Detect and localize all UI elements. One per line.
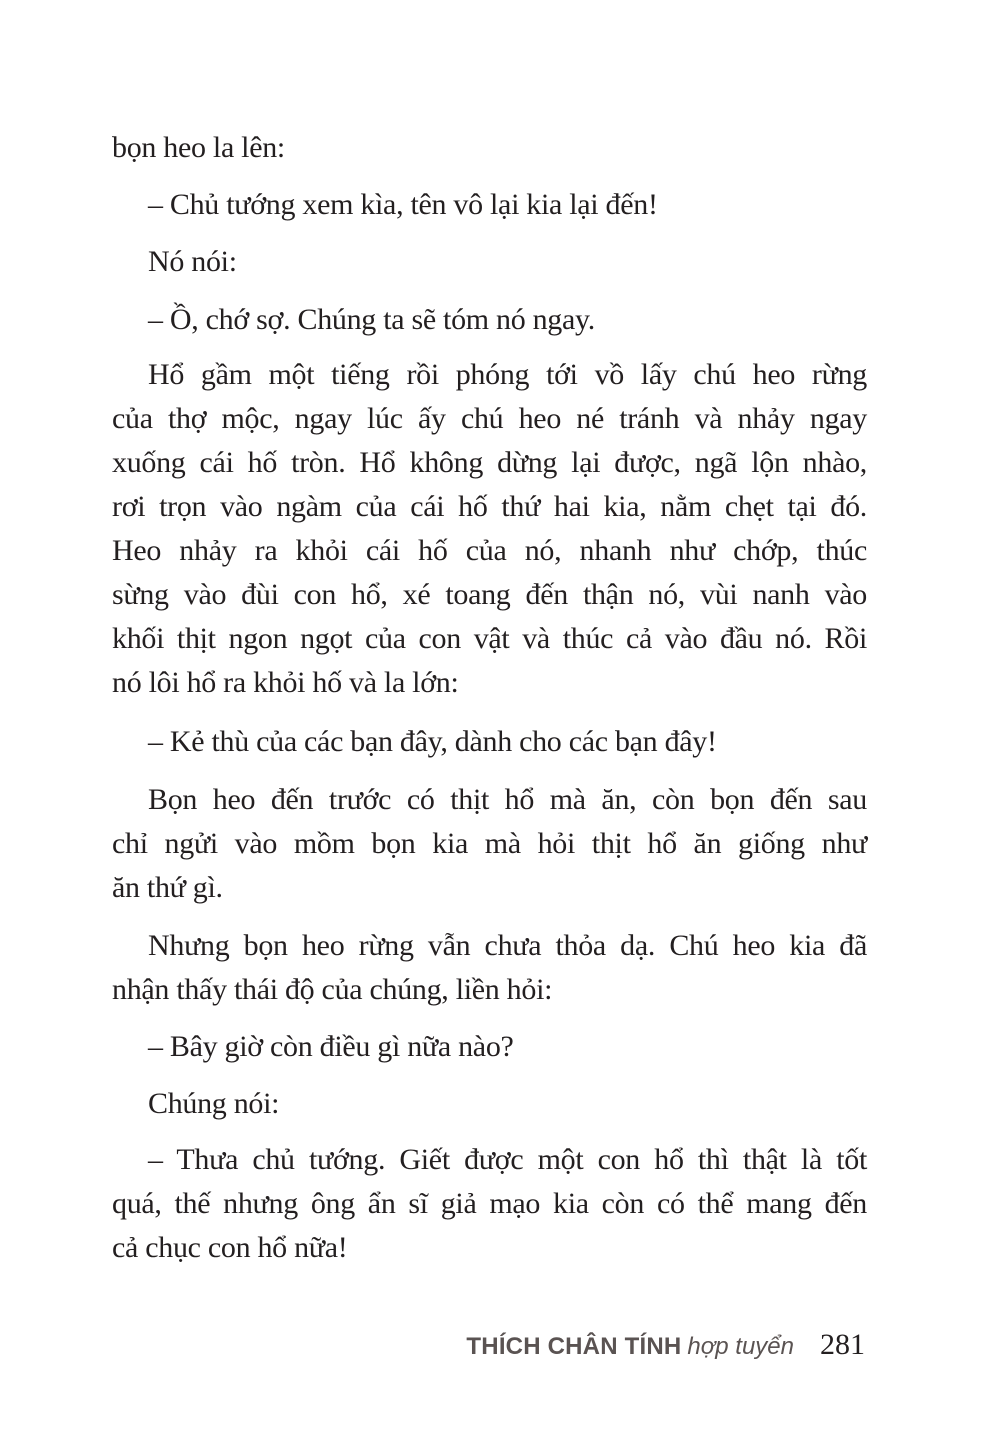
dialogue-line: – Kẻ thù của các bạn đây, dành cho các bạn đây! xyxy=(148,725,717,758)
paragraph-line: Hổ gầm một tiếng rồi phóng tới vồ lấy chú heo rừng xyxy=(148,358,867,391)
paragraph-line: Nhưng bọn heo rừng vẫn chưa thỏa dạ. Chú heo kia đã xyxy=(148,929,867,962)
paragraph-line: sừng vào đùi con hổ, xé toang đến thận nó, vùi nanh vào xyxy=(112,578,867,611)
paragraph-line: của thợ mộc, ngay lúc ấy chú heo né tránh và nhảy ngay xyxy=(112,402,867,435)
paragraph-line: Bọn heo đến trước có thịt hổ mà ăn, còn bọn đến sau xyxy=(148,783,867,816)
text-line: Nó nói: xyxy=(148,245,237,278)
page-footer xyxy=(466,1328,865,1368)
paragraph-line: xuống cái hố tròn. Hổ không dừng lại được, ngã lộn nhào, xyxy=(112,446,867,479)
paragraph-line: Heo nhảy ra khỏi cái hố của nó, nhanh như chớp, thúc xyxy=(112,534,867,567)
paragraph-line: nó lôi hổ ra khỏi hố và la lớn: xyxy=(112,666,459,699)
text-line: bọn heo la lên: xyxy=(112,131,285,164)
paragraph-line: quá, thế nhưng ông ẩn sĩ giả mạo kia còn có thể mang đến xyxy=(112,1187,867,1220)
dialogue-line: – Thưa chủ tướng. Giết được một con hổ thì thật là tốt xyxy=(148,1143,867,1176)
paragraph-line: nhận thấy thái độ của chúng, liền hỏi: xyxy=(112,973,553,1006)
paragraph-line: rơi trọn vào ngàm của cái hố thứ hai kia, nằm chẹt tại đó. xyxy=(112,490,867,523)
paragraph-line: khối thịt ngon ngọt của con vật và thúc cả vào đầu nó. Rồi xyxy=(112,622,867,655)
paragraph-line: ăn thứ gì. xyxy=(112,871,223,904)
paragraph-line: cả chục con hổ nữa! xyxy=(112,1231,348,1264)
text-line: Chúng nói: xyxy=(148,1087,280,1120)
dialogue-line: – Chủ tướng xem kìa, tên vô lại kia lại đến! xyxy=(148,188,658,221)
dialogue-line: – Bây giờ còn điều gì nữa nào? xyxy=(148,1030,514,1063)
paragraph-line: chỉ ngửi vào mồm bọn kia mà hỏi thịt hổ ăn giống như xyxy=(112,827,867,860)
page-number: 281 xyxy=(820,1328,865,1361)
footer-subtitle: hợp tuyển xyxy=(687,1333,794,1360)
dialogue-line: – Ồ, chớ sợ. Chúng ta sẽ tóm nó ngay. xyxy=(148,303,595,336)
footer-author: THÍCH CHÂN TÍNH xyxy=(466,1333,682,1360)
